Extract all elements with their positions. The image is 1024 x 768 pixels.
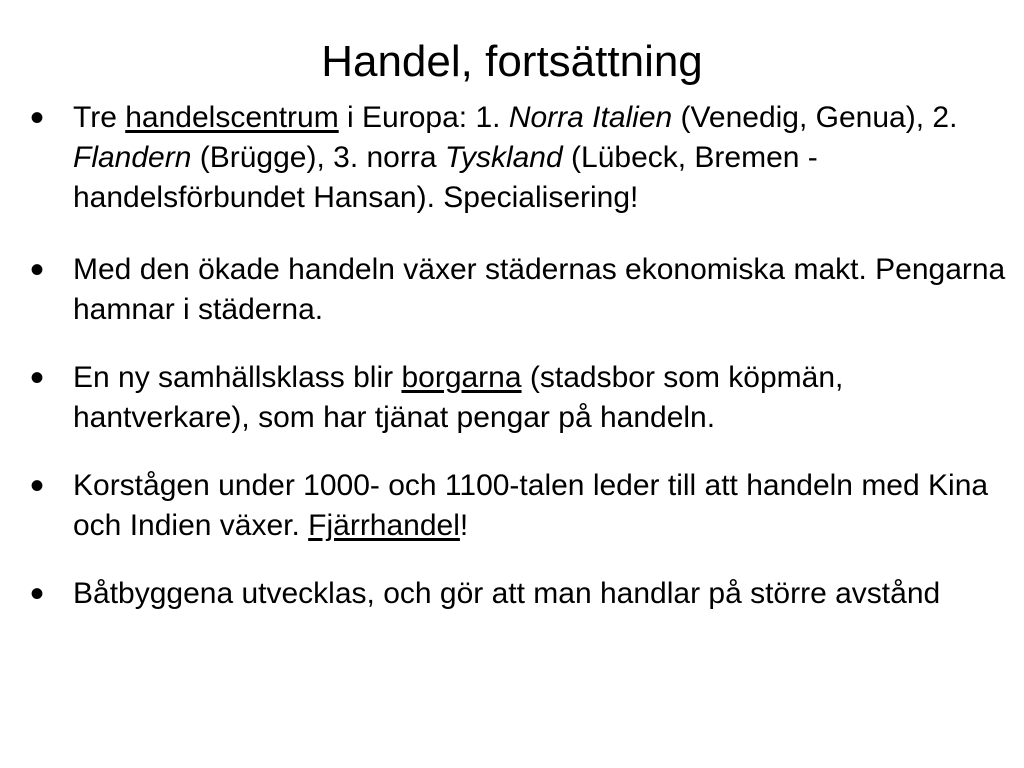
text-run: (stadsbor som köpmän, hantverkare), som har tjänat pengar på handeln. bbox=[73, 361, 844, 434]
region-norra-italien: Norra Italien bbox=[508, 101, 673, 134]
bullet-dot-icon: • bbox=[29, 572, 44, 616]
term-fjarrhandel: Fjärrhandel bbox=[308, 509, 460, 542]
bullet-dot-icon: • bbox=[29, 248, 44, 292]
bullet-dot-icon: • bbox=[29, 356, 44, 400]
bullet-text bbox=[73, 98, 1013, 218]
text-run: Båtbyggena utvecklas, och gör att man handlar på större avstånd bbox=[73, 577, 941, 610]
text-run: Tre bbox=[73, 101, 126, 134]
text-run: (Venedig, Genua), 2. bbox=[672, 101, 958, 134]
text-run: Med den ökade handeln växer städernas ekonomiska makt. Pengarna hamnar i städerna. bbox=[73, 253, 1006, 326]
bullet-dot-icon: • bbox=[29, 464, 44, 508]
bullet-text bbox=[73, 466, 1013, 546]
region-flandern: Flandern bbox=[73, 141, 192, 174]
text-run: (Lübeck, Bremen - handelsförbundet Hansan). Specialisering! bbox=[73, 141, 818, 214]
text-run: ! bbox=[459, 509, 469, 542]
bullet-text bbox=[73, 574, 1013, 614]
term-borgarna: borgarna bbox=[401, 361, 522, 394]
term-handelscentrum: handelscentrum bbox=[125, 101, 339, 134]
text-run: Korstågen under 1000- och 1100-talen leder till att handeln med Kina och Indien växer. bbox=[73, 469, 989, 542]
bullet-dot-icon: • bbox=[29, 96, 44, 140]
text-run: En ny samhällsklass blir bbox=[73, 361, 402, 394]
text-run: (Brügge), 3. norra bbox=[191, 141, 445, 174]
text-run: i Europa: 1. bbox=[338, 101, 509, 134]
slide-title: Handel, fortsättning bbox=[321, 37, 703, 86]
region-tyskland: Tyskland bbox=[444, 141, 563, 174]
bullet-text bbox=[73, 250, 1013, 330]
bullet-text bbox=[73, 358, 1013, 438]
